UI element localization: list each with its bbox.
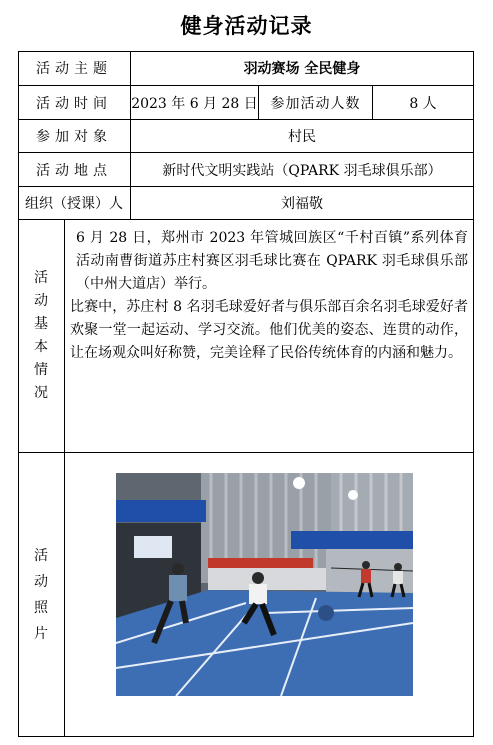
theme-value: 羽动赛场 全民健身	[243, 61, 361, 77]
time-label: 活动时间	[36, 95, 112, 112]
count-value: 8 人	[409, 95, 437, 112]
audience-value: 村民	[288, 129, 316, 145]
time-value: 2023 年 6 月 28 日	[131, 95, 258, 112]
summary-label: 活 动 基 本 情 况	[34, 270, 48, 401]
count-label: 参加活动人数	[270, 95, 361, 112]
activity-photo	[116, 473, 413, 696]
summary-paragraph: 6 月 28 日，郑州市 2023 年管城回族区“千村百镇”系列体育活动南曹街道苏庄村赛区羽毛球比赛在 QPARK 羽毛球俱乐部（中州大道店）举行。	[76, 230, 468, 292]
record-table	[18, 51, 474, 737]
summary-text	[70, 227, 468, 365]
theme-label: 活动主题	[36, 61, 112, 77]
summary-paragraph: 比赛中，苏庄村 8 名羽毛球爱好者与俱乐部百余名羽毛球爱好者欢聚一堂一起运动、学习交流。他们优美的姿态、连贯的动作，让在场观众叫好称赞，完美诠释了民俗传统体育的内涵和魅力。	[70, 299, 468, 361]
audience-label: 参加对象	[36, 129, 112, 145]
photo-label: 活 动 照 片	[34, 547, 48, 642]
page-title: 健身活动记录	[180, 13, 313, 38]
location-value: 新时代文明实践站（QPARK 羽毛球俱乐部）	[162, 162, 442, 179]
location-label: 活动地点	[36, 162, 112, 179]
organizer-label: 组织（授课）人	[25, 196, 123, 212]
organizer-value: 刘福敬	[281, 196, 323, 212]
